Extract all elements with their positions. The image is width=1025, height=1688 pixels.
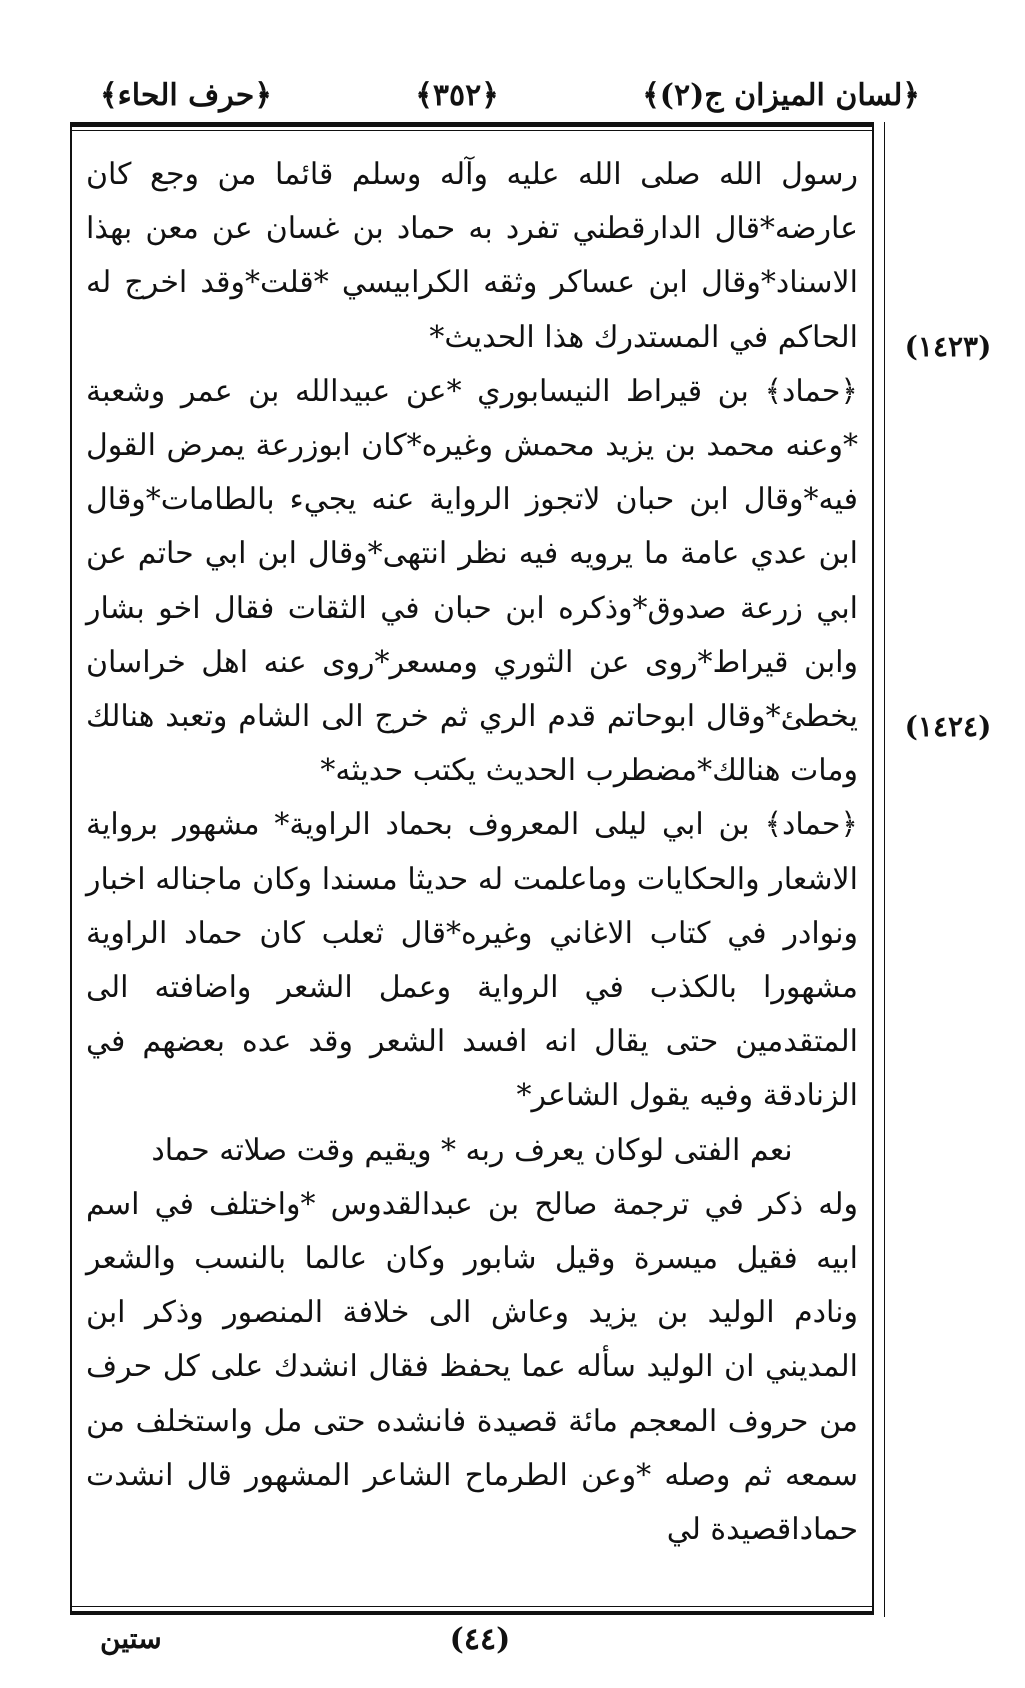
- margin-line: [884, 122, 885, 1617]
- footer-catchword: ستين: [100, 1622, 162, 1655]
- page-header: [100, 70, 920, 120]
- header-page-number: ﴿٣٥٢﴾: [415, 77, 499, 113]
- entry-number-1424: (١٤٢٤): [904, 710, 992, 743]
- bottom-rule-thick: [70, 1611, 874, 1615]
- body-text: [86, 148, 858, 1600]
- header-chapter: ﴿حرف الحاء﴾: [100, 77, 272, 113]
- footer-signature: (٤٤): [449, 1622, 511, 1657]
- poem-verse: نعم الفتى لوكان يعرف ربه * ويقيم وقت صلاته حماد: [151, 1132, 793, 1168]
- bottom-rule-thin: [70, 1606, 874, 1607]
- paragraph-final: وله ذكر في ترجمة صالح بن عبدالقدوس *واختلف في اسم ابيه فقيل ميسرة وقيل شابور وكان عالما بالنسب والشعر ونادم الوليد بن يزيد وعاش الى خلافة المنصور وذكر ابن المديني ان الوليد سأله عما يحفظ فقال انشدك على كل حرف من حروف المعجم مائة قصيدة فانشده حتى مل واستخلف من سمعه ثم وصله *وعن الطرماح الشاعر المشهور قال انشدت حماداقصيدة لي: [86, 1186, 858, 1548]
- header-book-title: ﴿لسان الميزان ج(٢)﴾: [642, 77, 920, 113]
- entry-number-1423: (١٤٢٣): [904, 330, 992, 363]
- paragraph-continuation: رسول الله صلى الله عليه وآله وسلم قائما من وجع كان عارضه*قال الدارقطني تفرد به حماد بن غسان عن معن بهذا الاسناد*وقال ابن عساكر وثقه الكرابيسي *قلت*وقد اخرج له الحاكم في المستدرك هذا الحديث*: [86, 157, 858, 355]
- entry-hammad-ibn-qirat: ﴿حماد﴾ بن قيراط النيسابوري *عن عبيدالله بن عمر وشعبة *وعنه محمد بن يزيد محمش وغيره*كان ابوزرعة يمرض القول فيه*وقال ابن حبان لاتجوز الرواية عنه يجيء بالطامات*وقال ابن عدي عامة ما يرويه فيه نظر انتهى*وقال ابن ابي حاتم عن ابي زرعة صدوق*وذكره ابن حبان في الثقات فقال اخو بشار وابن قيراط*روى عن الثوري ومسعر*روى عنه اهل خراسان يخطئ*وقال ابوحاتم قدم الري ثم خرج الى الشام وتعبد هنالك ومات هنالك*مضطرب الحديث يكتب حديثه*: [86, 373, 858, 789]
- entry-hammad-al-rawiya: ﴿حماد﴾ بن ابي ليلى المعروف بحماد الراوية* مشهور برواية الاشعار والحكايات وماعلمت له حديثا مسندا وكان ماجناله اخبار ونوادر في كتاب الاغاني وغيره*قال ثعلب كان حماد الراوية مشهورا بالكذب في الرواية وعمل الشعر واضافته الى المتقدمين حتى يقال انه افسد الشعر وقد عده بعضهم في الزنادقة وفيه يقول الشاعر*: [86, 807, 858, 1114]
